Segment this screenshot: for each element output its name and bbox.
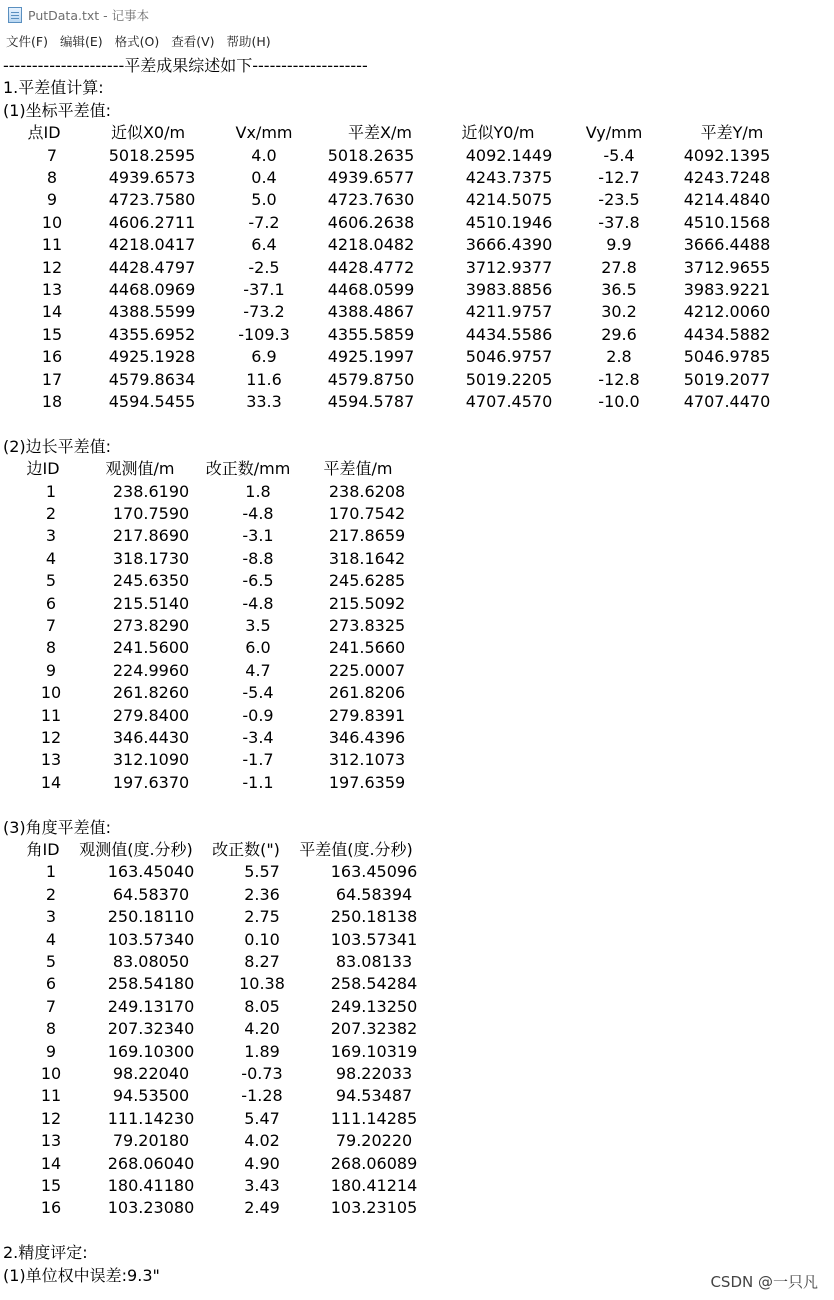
- side-row-cell: -6.5: [242, 571, 274, 591]
- menu-file[interactable]: 文件(F): [6, 34, 48, 49]
- menu-bar: [0, 30, 834, 52]
- header-line: ---------------------平差成果综述如下--------------------: [3, 56, 368, 75]
- coord-header-row-cell: 近似X0/m: [110, 123, 186, 143]
- coord-row-cell: 7: [46, 145, 58, 165]
- side-row: [0, 593, 834, 615]
- coord-row-cell: 4510.1946: [465, 212, 553, 232]
- angle-header-row: [0, 839, 834, 861]
- coord-row-cell: 5018.2635: [327, 145, 415, 165]
- side-row-cell: -3.1: [242, 526, 274, 546]
- angle-header-row-cell: 角ID: [26, 840, 60, 859]
- coord-row-cell: -37.8: [598, 212, 640, 232]
- side-row-cell: 318.1730: [112, 548, 190, 568]
- side-row-cell: -4.8: [242, 593, 274, 613]
- side-row-cell: 13: [40, 750, 62, 770]
- angle-row-cell: 11: [40, 1086, 62, 1106]
- coord-row-cell: 4939.6573: [108, 168, 196, 187]
- side-row-cell: 11: [40, 705, 62, 725]
- angle-row-cell: 4.02: [244, 1131, 280, 1151]
- coord-row-cell: 4434.5586: [465, 324, 553, 344]
- coord-row-cell: 6.4: [251, 235, 277, 255]
- coord-row: [0, 145, 834, 167]
- side-row: [0, 682, 834, 704]
- coord-row-cell: 4218.0482: [327, 235, 415, 255]
- angle-row-cell: 169.10319: [330, 1041, 418, 1061]
- angle-row-cell: 4.90: [244, 1153, 280, 1173]
- angle-row-cell: 10.38: [239, 974, 285, 994]
- coord-row-cell: 17: [41, 369, 63, 389]
- side-row-cell: 8: [45, 638, 57, 658]
- coord-row-cell: 9.9: [606, 235, 632, 255]
- angle-row-cell: 268.06040: [107, 1153, 195, 1173]
- angle-row-cell: 10: [40, 1064, 62, 1083]
- angle-row-cell: 2.36: [244, 884, 280, 904]
- side-row-cell: 9: [45, 660, 57, 680]
- coord-row-cell: 3666.4390: [465, 235, 553, 255]
- side-row: [0, 548, 834, 570]
- coord-row-cell: 4388.4867: [327, 302, 415, 322]
- angle-row-cell: 3: [45, 907, 57, 927]
- coord-row-cell: 18: [41, 392, 63, 411]
- angle-row-cell: 12: [40, 1108, 62, 1128]
- coord-row-cell: 4355.5859: [327, 324, 415, 344]
- coord-row-cell: 4434.5882: [683, 324, 771, 344]
- coord-row-cell: 4355.6952: [108, 324, 196, 344]
- coord-row: [0, 257, 834, 279]
- coord-row-cell: 5046.9785: [683, 347, 771, 367]
- angle-row-cell: 14: [40, 1153, 62, 1173]
- angle-row-cell: 268.06089: [330, 1153, 418, 1173]
- precision-title: 2.精度评定:: [3, 1243, 88, 1263]
- coord-row-cell: 11: [41, 235, 63, 255]
- coord-row-cell: 30.2: [601, 302, 637, 322]
- coord-row-cell: 4214.4840: [683, 190, 771, 210]
- coord-row-cell: 4925.1928: [108, 347, 196, 367]
- side-row: [0, 481, 834, 503]
- coord-row: [0, 324, 834, 346]
- side-row-cell: 279.8391: [328, 705, 406, 725]
- side-row-cell: 6.0: [245, 638, 271, 658]
- angle-row: [0, 906, 834, 928]
- side-row-cell: 225.0007: [328, 660, 406, 680]
- angle-row-cell: 94.53500: [112, 1086, 190, 1106]
- angle-row-cell: 258.54284: [330, 974, 418, 994]
- menu-edit[interactable]: 编辑(E): [59, 34, 103, 49]
- coord-row-cell: 29.6: [601, 324, 637, 344]
- angle-row-cell: 98.22040: [112, 1064, 190, 1083]
- angle-row: [0, 1153, 834, 1175]
- coord-row-cell: -12.8: [598, 369, 640, 389]
- angle-row-cell: 16: [40, 1198, 62, 1218]
- angle-row-cell: 4.20: [244, 1019, 280, 1039]
- coord-header-row-cell: 点ID: [27, 123, 61, 143]
- coord-row-cell: 4092.1449: [465, 145, 553, 165]
- side-row: [0, 727, 834, 749]
- angle-row-cell: 249.13170: [107, 996, 195, 1016]
- coord-header-row-cell: Vy/mm: [585, 123, 643, 143]
- angle-row-cell: 180.41180: [107, 1176, 195, 1195]
- coord-row-cell: -12.7: [598, 168, 640, 187]
- side-row-cell: -4.8: [242, 504, 274, 523]
- coord-row-cell: 5018.2595: [108, 145, 196, 165]
- coord-row-cell: 10: [41, 212, 63, 232]
- angle-row-cell: 103.57340: [107, 929, 195, 949]
- side-row-cell: 215.5140: [112, 593, 190, 613]
- angle-row-cell: 111.14285: [330, 1108, 418, 1128]
- angle-row-cell: 8: [45, 1019, 57, 1039]
- angle-row-cell: 79.20220: [335, 1131, 413, 1151]
- angle-row-cell: 249.13250: [330, 996, 418, 1016]
- angle-row: [0, 951, 834, 973]
- side-title: (2)边长平差值:: [3, 436, 112, 456]
- coord-row-cell: 4707.4570: [465, 392, 553, 411]
- coord-row-cell: 3666.4488: [683, 235, 771, 255]
- side-header-row-cell: 观测值/m: [105, 459, 175, 479]
- angle-row-cell: 250.18138: [330, 907, 418, 927]
- angle-row-cell: 2.75: [244, 907, 280, 927]
- coord-row-cell: 4214.5075: [465, 190, 553, 210]
- angle-row: [0, 884, 834, 906]
- angle-row: [0, 929, 834, 951]
- angle-row-cell: 1: [45, 862, 57, 882]
- side-row-cell: 318.1642: [328, 548, 406, 568]
- angle-row-cell: 103.23080: [107, 1198, 195, 1218]
- side-row: [0, 637, 834, 659]
- coord-row-cell: 9: [46, 190, 58, 210]
- side-row-cell: 1: [45, 481, 57, 501]
- coord-row-cell: -73.2: [243, 302, 285, 322]
- side-header-row-cell: 边ID: [26, 459, 60, 479]
- side-row: [0, 503, 834, 525]
- coord-row-cell: 6.9: [251, 347, 277, 367]
- side-row: [0, 749, 834, 771]
- notepad-icon: [8, 7, 22, 23]
- side-row-cell: 312.1090: [112, 750, 190, 770]
- angle-title: (3)角度平差值:: [3, 817, 112, 837]
- angle-row-cell: 64.58370: [112, 884, 190, 904]
- angle-header-row-cell: 观测值(度.分秒): [79, 840, 193, 859]
- angle-row-cell: 1.89: [244, 1041, 280, 1061]
- side-row-cell: -3.4: [242, 728, 274, 747]
- angle-header-row-cell: 改正数("): [212, 840, 280, 859]
- coord-header-row-cell: 近似Y0/m: [461, 123, 535, 143]
- side-row-cell: -1.7: [242, 750, 274, 770]
- side-row-cell: 4: [45, 548, 57, 568]
- coord-row-cell: -2.5: [248, 257, 280, 277]
- side-row-cell: 215.5092: [328, 593, 406, 613]
- angle-row: [0, 1130, 834, 1152]
- side-row-cell: 279.8400: [112, 705, 190, 725]
- angle-row-cell: 5: [45, 952, 57, 971]
- coord-row-cell: 4388.5599: [108, 302, 196, 322]
- coord-header-row-cell: Vx/mm: [235, 123, 293, 143]
- angle-row: [0, 1175, 834, 1197]
- side-row-cell: -8.8: [242, 548, 274, 568]
- side-row-cell: -5.4: [242, 683, 274, 703]
- coord-row-cell: 5019.2077: [683, 369, 771, 389]
- angle-row: [0, 1018, 834, 1040]
- angle-row-cell: 207.32340: [107, 1019, 195, 1039]
- side-row-cell: 10: [40, 683, 62, 703]
- angle-row-cell: 83.08050: [112, 952, 190, 971]
- coord-row-cell: 4243.7248: [683, 168, 771, 187]
- coord-row-cell: 4606.2711: [108, 212, 196, 232]
- coord-row-cell: 4468.0969: [108, 280, 196, 299]
- coord-row-cell: 5046.9757: [465, 347, 553, 367]
- angle-row-cell: 163.45040: [107, 862, 195, 882]
- angle-row-cell: 94.53487: [335, 1086, 413, 1106]
- coord-row-cell: 4243.7375: [465, 168, 553, 187]
- coord-row-cell: 4939.6577: [327, 168, 415, 187]
- coord-row-cell: 4594.5787: [327, 392, 415, 411]
- side-row-cell: 5: [45, 571, 57, 591]
- coord-row: [0, 369, 834, 391]
- angle-row-cell: -1.28: [241, 1086, 283, 1106]
- coord-row-cell: 14: [41, 302, 63, 322]
- angle-row-cell: 7: [45, 996, 57, 1016]
- side-row: [0, 705, 834, 727]
- angle-row-cell: 98.22033: [335, 1064, 413, 1083]
- coord-row-cell: 33.3: [246, 392, 282, 411]
- coord-row: [0, 189, 834, 211]
- title-bar: [0, 0, 834, 30]
- angle-row-cell: 5.57: [244, 862, 280, 882]
- side-row-cell: 273.8290: [112, 616, 190, 635]
- coord-title: (1)坐标平差值:: [3, 100, 112, 120]
- angle-row: [0, 996, 834, 1018]
- angle-row-cell: 83.08133: [335, 952, 413, 971]
- coord-row-cell: 3983.9221: [683, 280, 771, 299]
- side-row-cell: 7: [45, 616, 57, 635]
- side-row-cell: 241.5600: [112, 638, 190, 658]
- angle-row-cell: 79.20180: [112, 1131, 190, 1151]
- angle-row-cell: 6: [45, 974, 57, 994]
- side-row-cell: 245.6285: [328, 571, 406, 591]
- side-row: [0, 570, 834, 592]
- coord-row-cell: 4579.8750: [327, 369, 415, 389]
- angle-row-cell: 250.18110: [107, 907, 195, 927]
- angle-row-cell: 207.32382: [330, 1019, 418, 1039]
- side-row-cell: 4.7: [245, 660, 271, 680]
- coord-row-cell: 5.0: [251, 190, 277, 210]
- coord-row: [0, 279, 834, 301]
- coord-row-cell: 4606.2638: [327, 212, 415, 232]
- side-row-cell: 170.7590: [112, 504, 190, 523]
- angle-row: [0, 973, 834, 995]
- coord-row-cell: 4723.7580: [108, 190, 196, 210]
- side-row: [0, 772, 834, 794]
- coord-row-cell: 4212.0060: [683, 302, 771, 322]
- coord-row: [0, 301, 834, 323]
- angle-row-cell: 258.54180: [107, 974, 195, 994]
- side-row-cell: 273.8325: [328, 616, 406, 635]
- angle-row-cell: 0.10: [244, 929, 280, 949]
- coord-row-cell: 3712.9377: [465, 257, 553, 277]
- angle-row-cell: 163.45096: [330, 862, 418, 882]
- coord-row-cell: 4468.0599: [327, 280, 415, 299]
- coord-row-cell: 16: [41, 347, 63, 367]
- angle-row: [0, 1108, 834, 1130]
- coord-row-cell: 4092.1395: [683, 145, 771, 165]
- coord-row-cell: 3983.8856: [465, 280, 553, 299]
- coord-row: [0, 234, 834, 256]
- side-row-cell: -0.9: [242, 705, 274, 725]
- coord-row: [0, 167, 834, 189]
- angle-row-cell: 111.14230: [107, 1108, 195, 1128]
- coord-header-row: [0, 122, 834, 144]
- coord-row-cell: 4510.1568: [683, 212, 771, 232]
- coord-row-cell: 4218.0417: [108, 235, 196, 255]
- angle-row: [0, 1197, 834, 1219]
- side-row-cell: 3.5: [245, 616, 271, 635]
- angle-row: [0, 1041, 834, 1063]
- side-row-cell: 3: [45, 526, 57, 546]
- side-row-cell: 238.6190: [112, 481, 190, 501]
- angle-row: [0, 861, 834, 883]
- side-row: [0, 615, 834, 637]
- coord-row-cell: 4594.5455: [108, 392, 196, 411]
- coord-row-cell: 3712.9655: [683, 257, 771, 277]
- angle-row-cell: 8.27: [244, 952, 280, 971]
- side-row-cell: 1.8: [245, 481, 271, 501]
- angle-row-cell: 103.23105: [330, 1198, 418, 1218]
- angle-row-cell: 2: [45, 884, 57, 904]
- coord-row-cell: -23.5: [598, 190, 640, 210]
- side-row-cell: -1.1: [242, 772, 274, 792]
- coord-row-cell: 11.6: [246, 369, 282, 389]
- angle-row-cell: 169.10300: [107, 1041, 195, 1061]
- angle-row-cell: 4: [45, 929, 57, 949]
- side-row-cell: 224.9960: [112, 660, 190, 680]
- text-editor-area[interactable]: [0, 52, 834, 1300]
- angle-header-row-cell: 平差值(度.分秒): [299, 840, 413, 859]
- angle-row: [0, 1085, 834, 1107]
- side-row-cell: 261.8206: [328, 683, 406, 703]
- side-row-cell: 14: [40, 772, 62, 792]
- coord-row-cell: 0.4: [251, 168, 277, 187]
- coord-row-cell: -109.3: [238, 324, 290, 344]
- side-row-cell: 346.4430: [112, 728, 190, 747]
- angle-row-cell: 103.57341: [330, 929, 418, 949]
- coord-row-cell: -5.4: [603, 145, 635, 165]
- coord-row-cell: 8: [46, 168, 58, 187]
- side-row: [0, 525, 834, 547]
- side-row-cell: 346.4396: [328, 728, 406, 747]
- side-row-cell: 170.7542: [328, 504, 406, 523]
- watermark: CSDN @一只凡: [710, 1273, 818, 1291]
- menu-help[interactable]: 帮助(H): [226, 34, 271, 49]
- coord-row-cell: 4925.1997: [327, 347, 415, 367]
- coord-row-cell: 12: [41, 257, 63, 277]
- coord-row: [0, 391, 834, 413]
- angle-row-cell: 5.47: [244, 1108, 280, 1128]
- side-row-cell: 2: [45, 504, 57, 523]
- side-row-cell: 12: [40, 728, 62, 747]
- side-row-cell: 261.8260: [112, 683, 190, 703]
- side-row-cell: 217.8690: [112, 526, 190, 546]
- angle-row: [0, 1063, 834, 1085]
- coord-row: [0, 212, 834, 234]
- side-row-cell: 245.6350: [112, 571, 190, 591]
- section-title: 1.平差值计算:: [3, 78, 104, 98]
- angle-row-cell: 180.41214: [330, 1176, 418, 1195]
- coord-row-cell: 13: [41, 280, 63, 299]
- coord-row-cell: 4723.7630: [327, 190, 415, 210]
- side-header-row-cell: 平差值/m: [323, 459, 393, 479]
- side-row-cell: 197.6370: [112, 772, 190, 792]
- coord-row-cell: 15: [41, 324, 63, 344]
- angle-row-cell: 3.43: [244, 1176, 280, 1195]
- side-row-cell: 238.6208: [328, 481, 406, 501]
- coord-row-cell: 4.0: [251, 145, 277, 165]
- coord-row-cell: 2.8: [606, 347, 632, 367]
- coord-header-row-cell: 平差X/m: [348, 123, 412, 143]
- coord-row-cell: 4211.9757: [465, 302, 553, 322]
- coord-row-cell: -37.1: [243, 280, 285, 299]
- side-row-cell: 312.1073: [328, 750, 406, 770]
- side-header-row: [0, 458, 834, 480]
- coord-row-cell: 5019.2205: [465, 369, 553, 389]
- coord-row: [0, 346, 834, 368]
- side-row: [0, 660, 834, 682]
- unit-weight-error: (1)单位权中误差:9.3": [3, 1265, 160, 1285]
- side-row-cell: 217.8659: [328, 526, 406, 546]
- coord-row-cell: 27.8: [601, 257, 637, 277]
- window-title: PutData.txt - 记事本: [28, 8, 150, 23]
- angle-row-cell: 8.05: [244, 996, 280, 1016]
- coord-row-cell: 4428.4772: [327, 257, 415, 277]
- angle-row-cell: 15: [40, 1176, 62, 1195]
- menu-view[interactable]: 查看(V): [171, 34, 215, 49]
- angle-row-cell: 9: [45, 1041, 57, 1061]
- angle-row-cell: 13: [40, 1131, 62, 1151]
- side-header-row-cell: 改正数/mm: [205, 459, 291, 479]
- menu-format[interactable]: 格式(O): [114, 34, 160, 49]
- side-row-cell: 6: [45, 593, 57, 613]
- coord-row-cell: 4428.4797: [108, 257, 196, 277]
- coord-row-cell: -7.2: [248, 212, 280, 232]
- coord-header-row-cell: 平差Y/m: [700, 123, 764, 143]
- angle-row-cell: -0.73: [241, 1064, 283, 1083]
- angle-row-cell: 64.58394: [335, 884, 413, 904]
- side-row-cell: 241.5660: [328, 638, 406, 658]
- coord-row-cell: 4707.4470: [683, 392, 771, 411]
- side-row-cell: 197.6359: [328, 772, 406, 792]
- angle-row-cell: 2.49: [244, 1198, 280, 1218]
- coord-row-cell: 4579.8634: [108, 369, 196, 389]
- coord-row-cell: 36.5: [601, 280, 637, 299]
- coord-row-cell: -10.0: [598, 392, 640, 411]
